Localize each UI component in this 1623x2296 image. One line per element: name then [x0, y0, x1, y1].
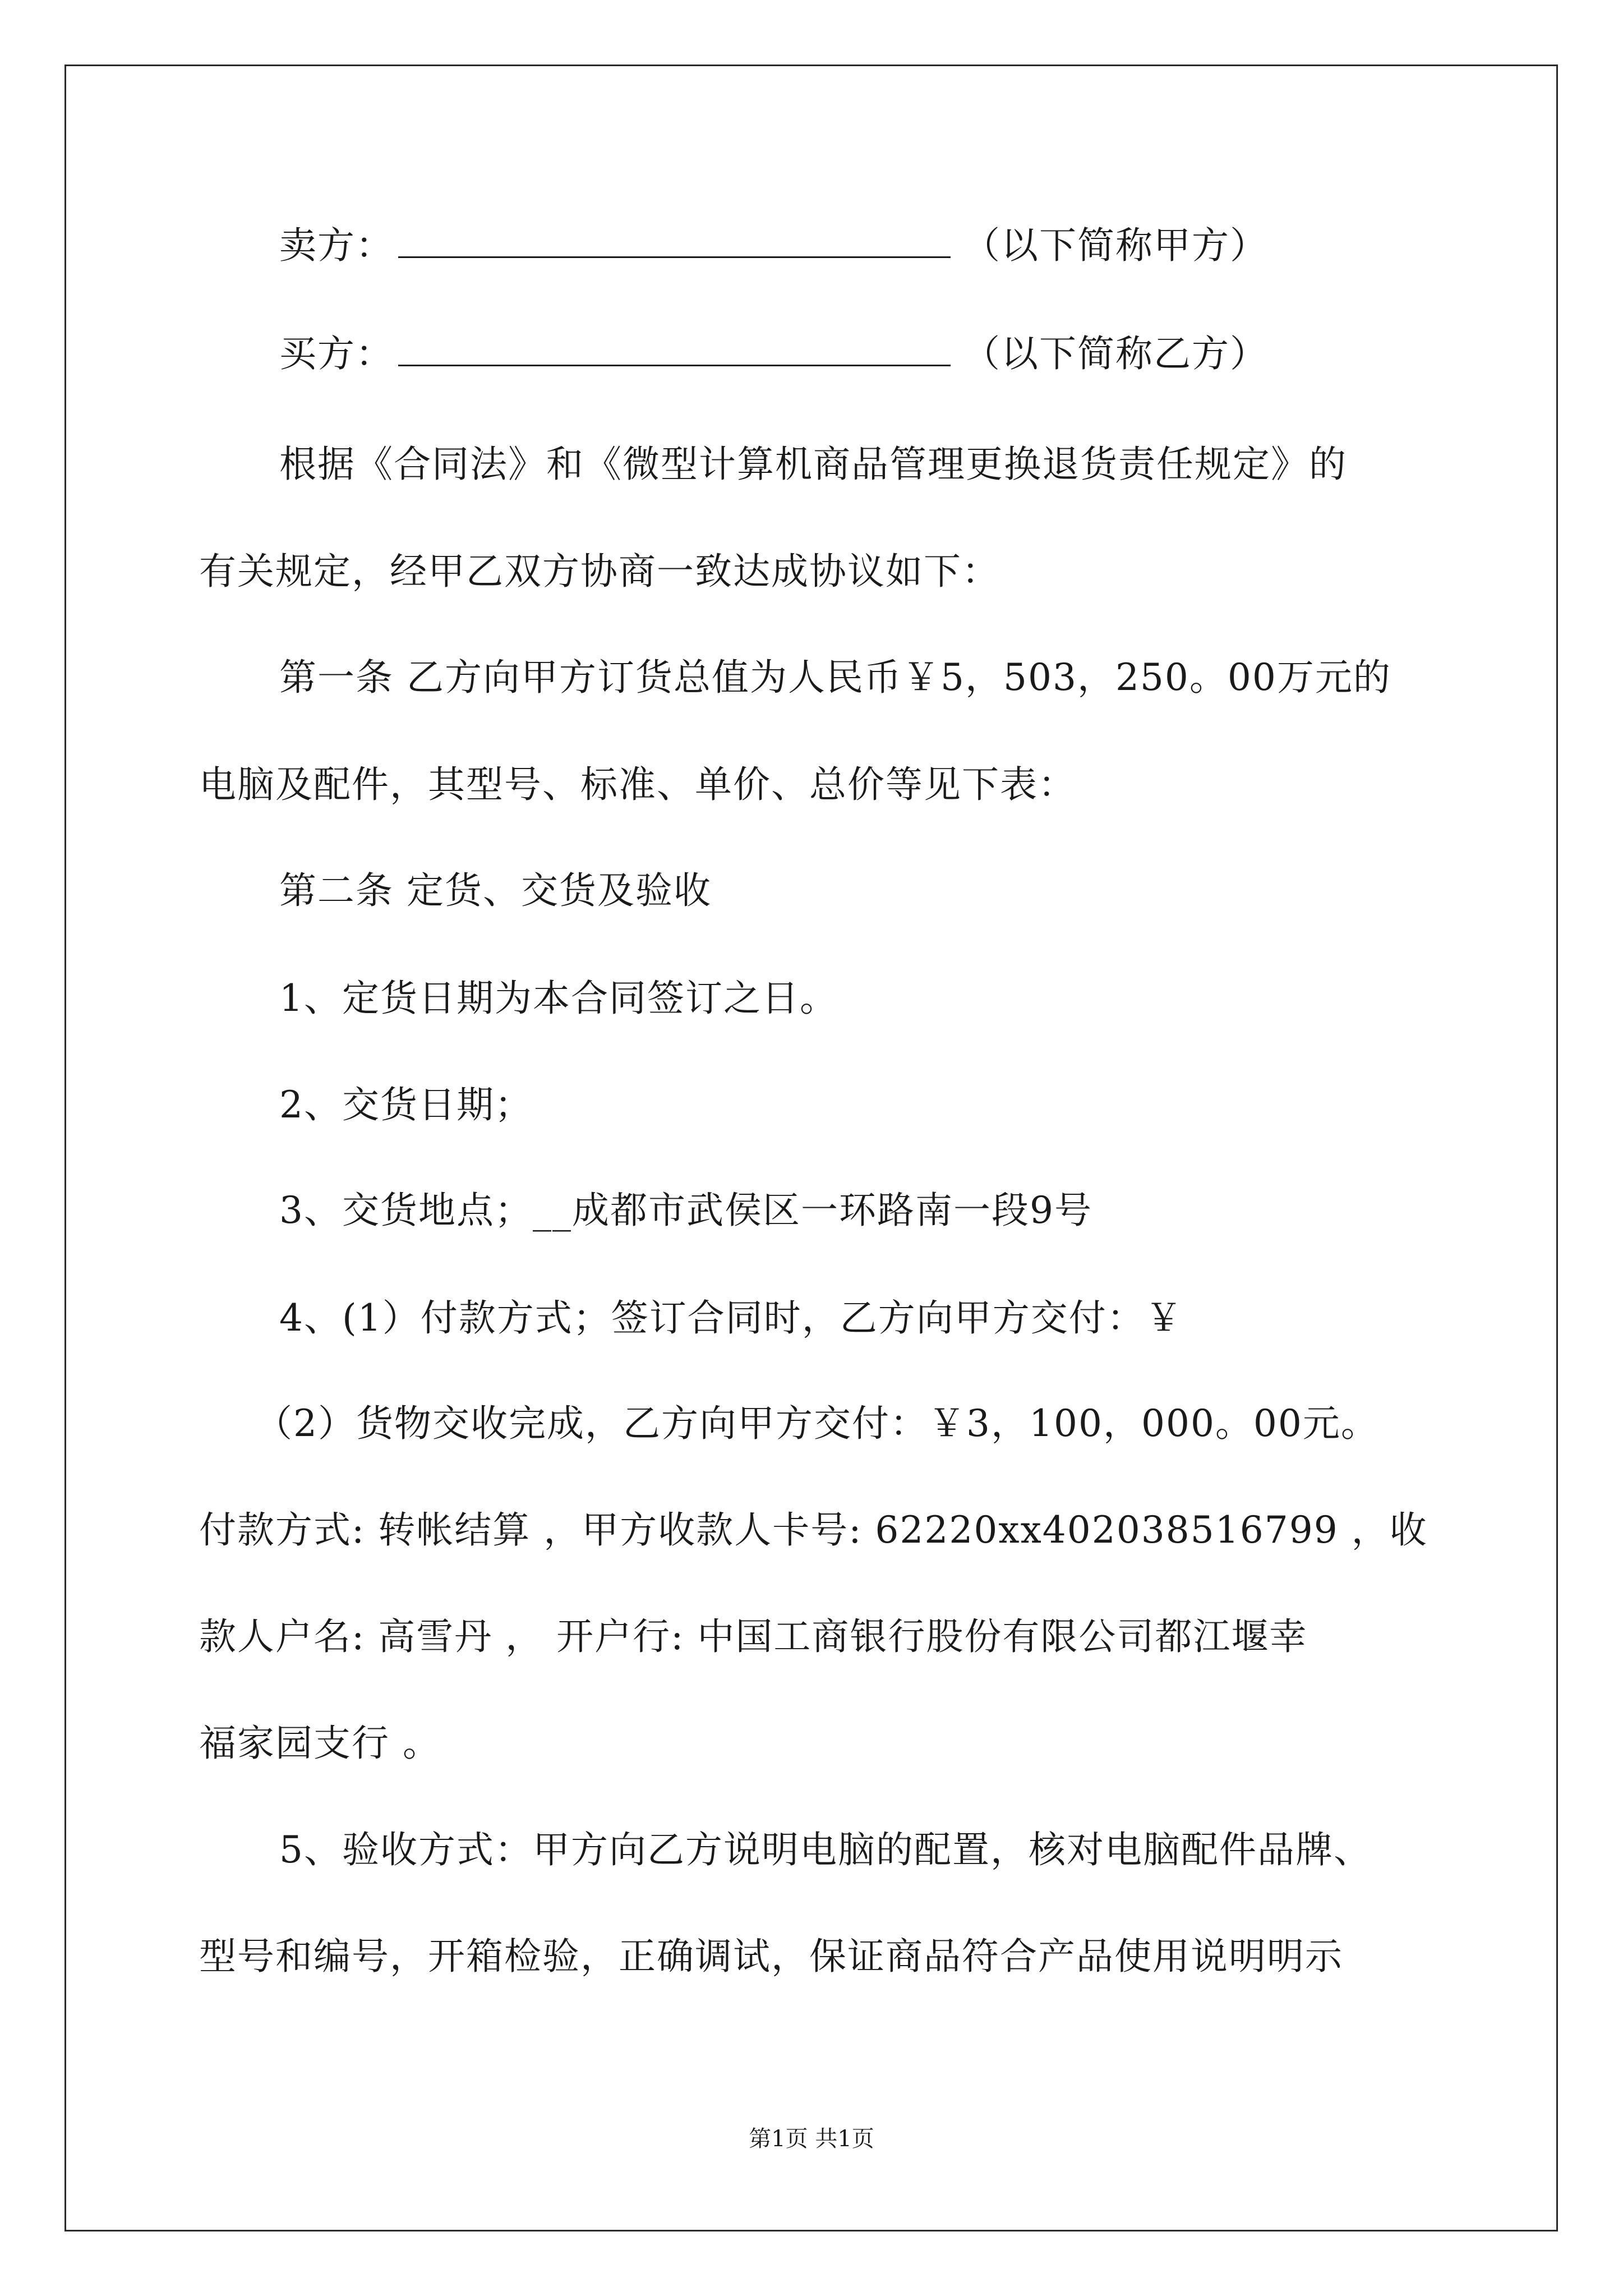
intro-line-1: 根据《合同法》和《微型计算机商品管理更换退货责任规定》的: [279, 443, 1347, 486]
seller-note: （以下简称甲方）: [963, 224, 1268, 267]
seller-label: 卖方：: [279, 224, 394, 267]
seller-line: [279, 223, 1268, 268]
article1-line-1: 第一条 乙方向甲方订货总值为人民币￥5，503，250。00万元的: [279, 656, 1391, 699]
buyer-note: （以下简称乙方）: [963, 332, 1268, 375]
page-border: [64, 65, 1558, 2231]
item-5-line-2: 型号和编号，开箱检验，正确调试，保证商品符合产品使用说明明示: [199, 1935, 1343, 1978]
intro-line-2: 有关规定，经甲乙双方协商一致达成协议如下：: [199, 550, 1000, 593]
article2-title: 第二条 定货、交货及验收: [279, 869, 712, 912]
seller-blank-field[interactable]: [398, 225, 951, 258]
payment-line-1: 付款方式: 转帐结算 ，甲方收款人卡号: 62220xx402038516799 ，收: [199, 1508, 1428, 1552]
item-5-line-1: 5、验收方式：甲方向乙方说明电脑的配置，核对电脑配件品牌、: [279, 1828, 1372, 1871]
page-number-footer: 第1页 共1页: [749, 2126, 874, 2152]
item-3: 3、交货地点；__成都市武侯区一环路南一段9号: [279, 1189, 1092, 1232]
item-1: 1、定货日期为本合同签订之日。: [279, 977, 838, 1020]
payment-line-3: 福家园支行 。: [199, 1722, 441, 1765]
article1-line-2: 电脑及配件，其型号、标准、单价、总价等见下表：: [199, 763, 1076, 806]
buyer-line: [279, 332, 1268, 376]
item-4: 4、(1）付款方式；签订合同时，乙方向甲方交付：￥: [279, 1296, 1183, 1340]
buyer-blank-field[interactable]: [398, 333, 951, 366]
item-4-part-2: （2）货物交收完成，乙方向甲方交付：￥3，100，000。00元。: [255, 1402, 1379, 1445]
payment-line-2: 款人户名: 高雪丹 ， 开户行: 中国工商银行股份有限公司都江堰幸: [199, 1615, 1308, 1658]
buyer-label: 买方：: [279, 332, 394, 375]
item-2: 2、交货日期；: [279, 1083, 533, 1126]
